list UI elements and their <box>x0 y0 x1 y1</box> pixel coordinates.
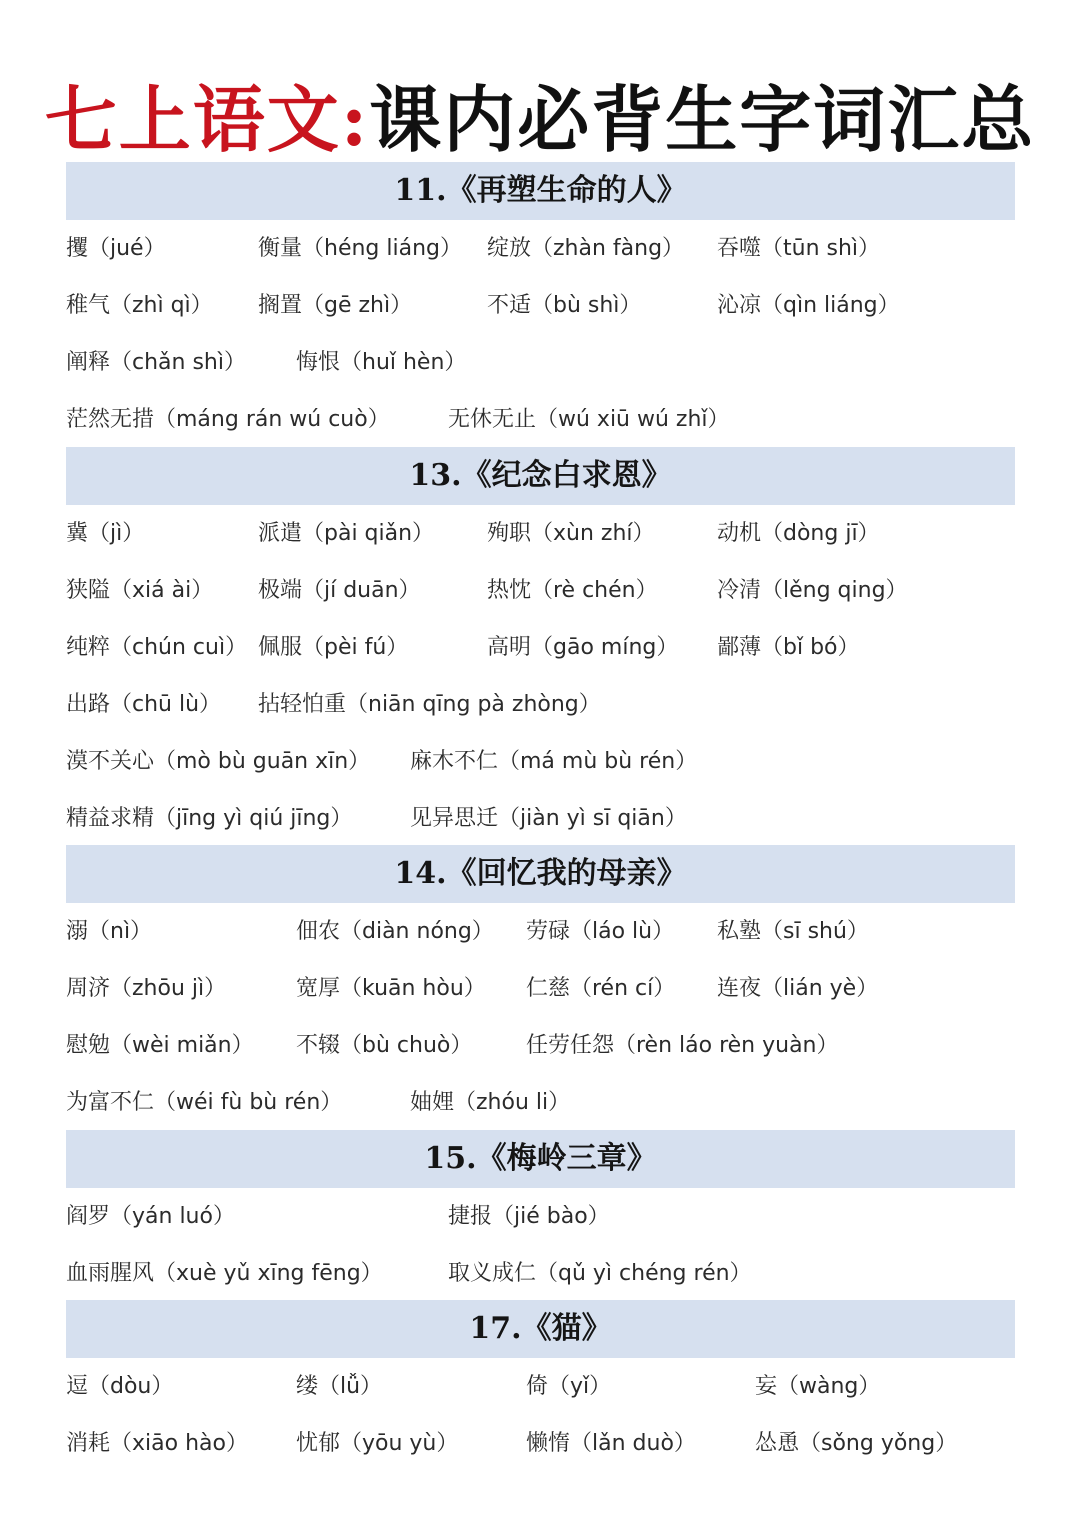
vocab-item: 溺（nì） <box>66 919 153 944</box>
word-row <box>66 220 1015 277</box>
vocab-item: 私塾（sī shú） <box>717 919 869 944</box>
vocab-item: 懒惰（lǎn duò） <box>526 1431 696 1456</box>
vocab-item: 极端（jí duān） <box>258 578 421 603</box>
vocab-item: 派遣（pài qiǎn） <box>258 521 435 546</box>
vocab-item: 殉职（xùn zhí） <box>487 521 655 546</box>
vocab-item: 冷清（lěng qing） <box>717 578 908 603</box>
vocab-item: 慰勉（wèi miǎn） <box>66 1033 254 1058</box>
vocab-item: 衡量（héng liáng） <box>258 236 462 261</box>
vocab-item: 阐释（chǎn shì） <box>66 350 246 375</box>
vocab-item: 为富不仁（wéi fù bù rén） <box>66 1090 343 1115</box>
vocab-item: 任劳任怨（rèn láo rèn yuàn） <box>526 1033 839 1058</box>
vocab-item: 佩服（pèi fú） <box>258 635 409 660</box>
vocab-item: 不适（bù shì） <box>487 293 642 318</box>
vocab-item: 精益求精（jīng yì qiú jīng） <box>66 806 353 831</box>
vocab-item: 冀（jì） <box>66 521 145 546</box>
vocab-item: 沁凉（qìn liáng） <box>717 293 900 318</box>
vocab-item: 消耗（xiāo hào） <box>66 1431 248 1456</box>
section-lesson-14 <box>66 845 1015 1131</box>
vocab-item: 茫然无措（máng rán wú cuò） <box>66 407 390 432</box>
word-row <box>66 1188 1015 1245</box>
vocab-item: 绽放（zhàn fàng） <box>487 236 685 261</box>
word-row <box>66 960 1015 1017</box>
vocab-item: 无休无止（wú xiū wú zhǐ） <box>448 407 730 432</box>
word-row <box>66 619 1015 676</box>
section-lesson-13 <box>66 447 1015 847</box>
vocab-item: 出路（chū lù） <box>66 692 222 717</box>
section-heading: 13.《纪念白求恩》 <box>66 447 1015 505</box>
vocab-item: 宽厚（kuān hòu） <box>296 976 486 1001</box>
vocab-item: 拈轻怕重（niān qīng pà zhòng） <box>258 692 601 717</box>
section-heading: 15.《梅岭三章》 <box>66 1130 1015 1188</box>
word-row <box>66 505 1015 562</box>
vocab-item: 动机（dòng jī） <box>717 521 880 546</box>
vocab-item: 连夜（lián yè） <box>717 976 879 1001</box>
word-row <box>66 1074 1015 1131</box>
vocab-item: 纯粹（chún cuì） <box>66 635 248 660</box>
section-heading: 17.《猫》 <box>66 1300 1015 1358</box>
vocab-item: 妯娌（zhóu li） <box>410 1090 571 1115</box>
vocab-item: 周济（zhōu jì） <box>66 976 227 1001</box>
section-heading: 11.《再塑生命的人》 <box>66 162 1015 220</box>
vocab-item: 逗（dòu） <box>66 1374 174 1399</box>
page-title <box>0 70 1080 170</box>
vocab-item: 搁置（gē zhì） <box>258 293 413 318</box>
vocab-item: 吞噬（tūn shì） <box>717 236 881 261</box>
word-row <box>66 733 1015 790</box>
word-row <box>66 790 1015 847</box>
vocab-item: 缕（lǚ） <box>296 1374 383 1399</box>
word-row <box>66 1245 1015 1302</box>
vocab-item: 仁慈（rén cí） <box>526 976 676 1001</box>
vocab-item: 见异思迁（jiàn yì sī qiān） <box>410 806 687 831</box>
word-row <box>66 562 1015 619</box>
vocab-item: 稚气（zhì qì） <box>66 293 213 318</box>
word-row <box>66 903 1015 960</box>
vocab-item: 捷报（jié bào） <box>448 1204 610 1229</box>
vocab-item: 漠不关心（mò bù guān xīn） <box>66 749 371 774</box>
title-prefix: 七上语文: <box>44 77 370 162</box>
section-lesson-17 <box>66 1300 1015 1472</box>
vocab-item: 倚（yǐ） <box>526 1374 612 1399</box>
vocab-item: 取义成仁（qǔ yì chéng rén） <box>448 1261 752 1286</box>
vocab-item: 妄（wàng） <box>755 1374 881 1399</box>
vocab-item: 悔恨（huǐ hèn） <box>296 350 467 375</box>
vocab-item: 鄙薄（bǐ bó） <box>717 635 860 660</box>
title-main: 课内必背生字词汇总 <box>369 77 1036 162</box>
vocab-item: 血雨腥风（xuè yǔ xīng fēng） <box>66 1261 383 1286</box>
vocab-item: 麻木不仁（má mù bù rén） <box>410 749 698 774</box>
word-row <box>66 277 1015 334</box>
vocab-item: 狭隘（xiá ài） <box>66 578 214 603</box>
word-row <box>66 676 1015 733</box>
section-lesson-15 <box>66 1130 1015 1302</box>
vocab-item: 攫（jué） <box>66 236 166 261</box>
vocab-item: 忧郁（yōu yù） <box>296 1431 459 1456</box>
word-row <box>66 391 1015 448</box>
word-row <box>66 1358 1015 1415</box>
word-row <box>66 1017 1015 1074</box>
vocab-item: 热忱（rè chén） <box>487 578 658 603</box>
vocab-item: 劳碌（láo lù） <box>526 919 675 944</box>
vocab-item: 不辍（bù chuò） <box>296 1033 473 1058</box>
word-row <box>66 1415 1015 1472</box>
word-row <box>66 334 1015 391</box>
section-heading: 14.《回忆我的母亲》 <box>66 845 1015 903</box>
vocab-item: 佃农（diàn nóng） <box>296 919 494 944</box>
vocab-item: 阎罗（yán luó） <box>66 1204 235 1229</box>
vocab-item: 高明（gāo míng） <box>487 635 679 660</box>
vocab-item: 怂恿（sǒng yǒng） <box>755 1431 958 1456</box>
section-lesson-11 <box>66 162 1015 448</box>
